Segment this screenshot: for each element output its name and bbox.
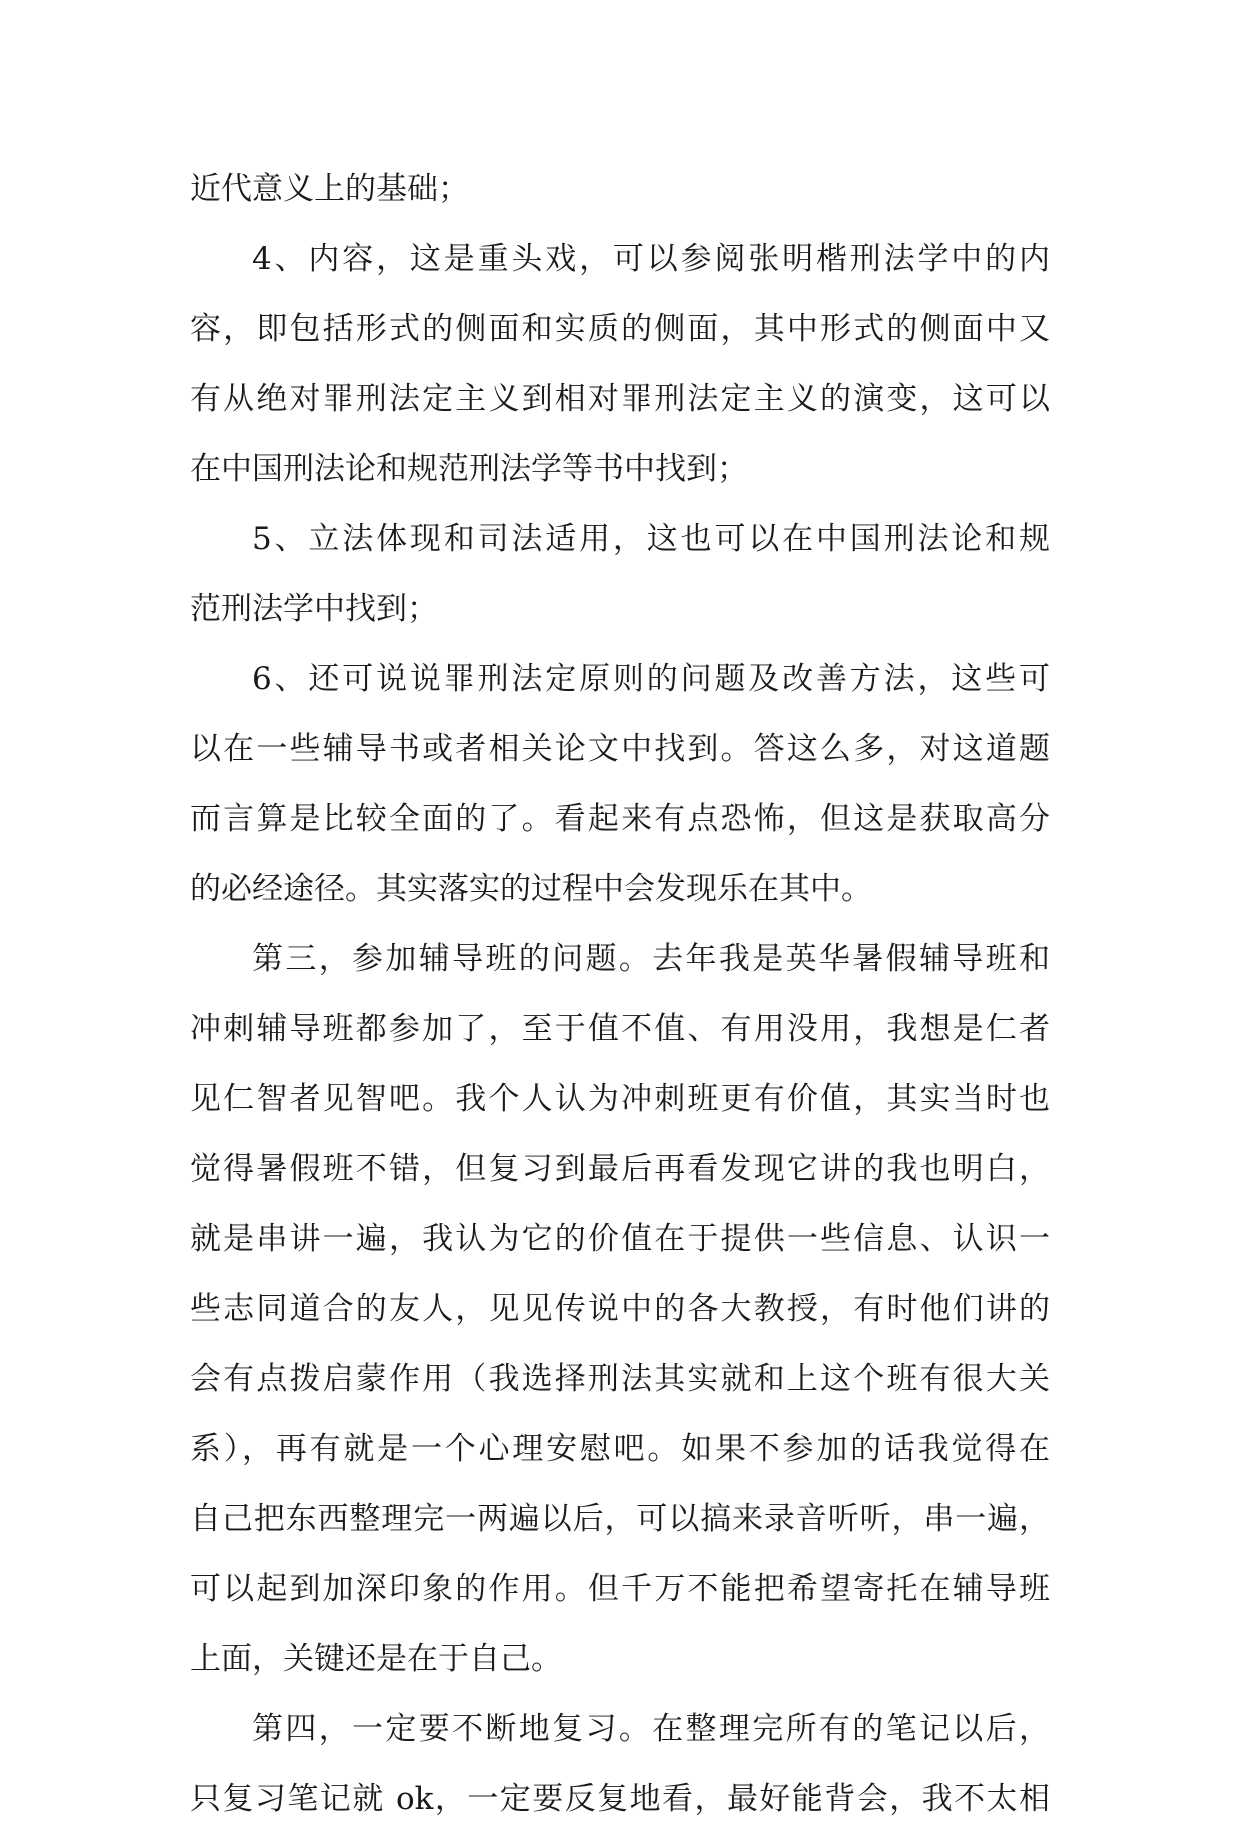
text-line: 范刑法学中找到； [190,591,438,627]
text-line: 在中国刑法论和规范刑法学等书中找到； [190,451,748,487]
text-line: 容，即包括形式的侧面和实质的侧面，其中形式的侧面中又 [190,311,1050,347]
text-line: 可以起到加深印象的作用。但千万不能把希望寄托在辅导班 [190,1571,1050,1607]
text-line: 系），再有就是一个心理安慰吧。如果不参加的话我觉得在 [190,1431,1050,1467]
text-line: 些志同道合的友人，见见传说中的各大教授，有时他们讲的 [190,1291,1050,1327]
text-line: 觉得暑假班不错，但复习到最后再看发现它讲的我也明白， [190,1151,1050,1187]
text-line: 第三，参加辅导班的问题。去年我是英华暑假辅导班和 [252,941,1050,977]
text-line: 冲刺辅导班都参加了，至于值不值、有用没用，我想是仁者 [190,1011,1050,1047]
document-body [190,154,1050,1834]
text-line: 的必经途径。其实落实的过程中会发现乐在其中。 [190,871,872,907]
text-line: 以在一些辅导书或者相关论文中找到。答这么多，对这道题 [190,731,1050,767]
text-line: 就是串讲一遍，我认为它的价值在于提供一些信息、认识一 [190,1221,1050,1257]
text-line: 4、内容，这是重头戏，可以参阅张明楷刑法学中的内 [252,241,1050,277]
text-line: 近代意义上的基础； [190,171,469,207]
text-line: 只复习笔记就 ok，一定要反复地看，最好能背会，我不太相 [190,1781,1050,1817]
text-line: 会有点拨启蒙作用（我选择刑法其实就和上这个班有很大关 [190,1361,1050,1397]
text-line: 而言算是比较全面的了。看起来有点恐怖，但这是获取高分 [190,801,1050,837]
text-line: 第四，一定要不断地复习。在整理完所有的笔记以后， [252,1711,1050,1747]
text-line: 有从绝对罪刑法定主义到相对罪刑法定主义的演变，这可以 [190,381,1050,417]
text-line: 6、还可说说罪刑法定原则的问题及改善方法，这些可 [252,661,1050,697]
text-line: 5、立法体现和司法适用，这也可以在中国刑法论和规 [252,521,1050,557]
text-line: 上面，关键还是在于自己。 [190,1641,562,1677]
text-line: 自己把东西整理完一两遍以后，可以搞来录音听听，串一遍， [190,1501,1050,1537]
text-line: 见仁智者见智吧。我个人认为冲刺班更有价值，其实当时也 [190,1081,1050,1117]
